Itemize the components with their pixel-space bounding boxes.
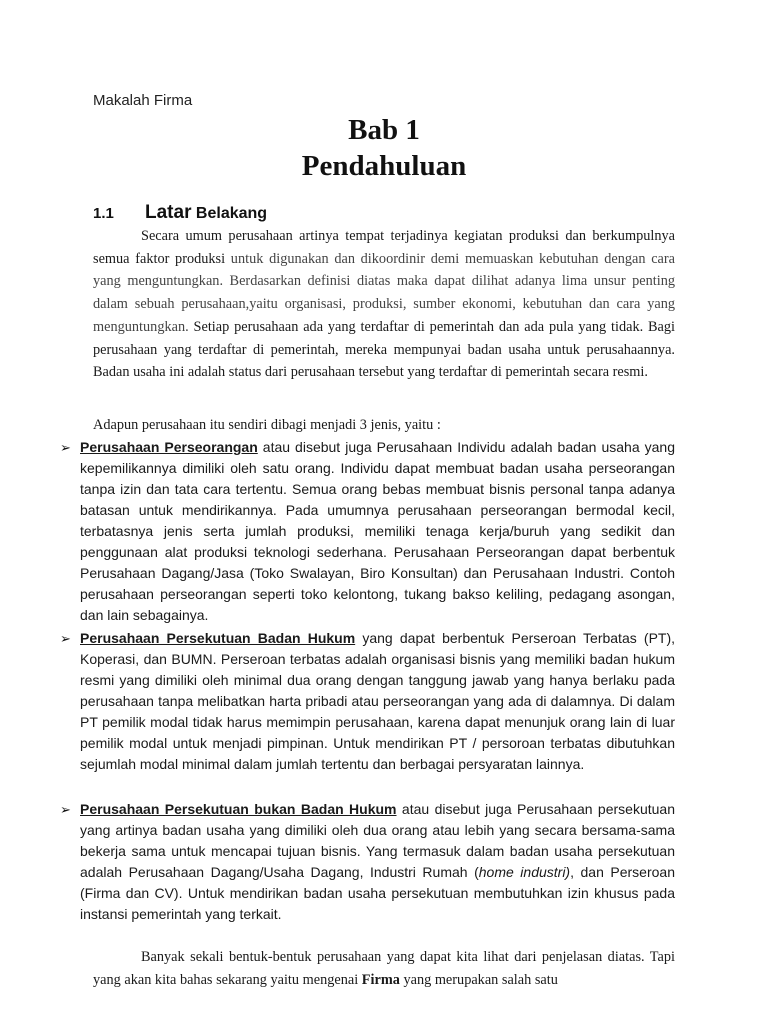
bullet-lead: Perusahaan Persekutuan Badan Hukum <box>80 630 356 646</box>
arrow-bullet-icon: ➢ <box>60 802 71 817</box>
section-title-word1: Latar <box>145 202 192 223</box>
final-after-bold: yang merupakan salah satu <box>399 971 558 988</box>
bullet-text: yang dapat berbentuk Perseroan Terbatas (PT), Koperasi, dan BUMN. Perseroan terbatas adalah organisasi bisnis yang memiliki badan hukum resmi yang dimiliki oleh minimal dua orang dengan tanggung jawab yang hanya berlaku pada perusahaan tanpa melibatkan harta pribadi atau perseorangan yang ada di dalamnya. Di dalam PT pemilik modal tidak harus memimpin perusahaan, karena dapat menunjuk orang lain di luar pemilik modal untuk menjadi pimpinan. Untuk mendirikan PT / persoroan terbatas dibutuhkan sejumlah modal minimal dalam jumlah tertentu dan berbagai persyaratan lainnya. <box>80 630 676 772</box>
document-header: Makalah Firma <box>93 92 193 109</box>
paragraph-part2: untuk digunakan dan dikoordinir demi memuaskan kebutuhan dengan cara yang menguntungkan. Berdasarkan definisi diatas maka dapat dilihat adanya lima unsur penting dalam sebuah perusahaan,yaitu organisasi, produksi, sumber ekonomi, kebutuhan dan cara yang menguntungkan. <box>93 250 675 335</box>
paragraph-intro <box>93 414 675 437</box>
section-heading <box>93 202 267 224</box>
arrow-bullet-icon: ➢ <box>60 440 71 455</box>
paragraph-part1: Secara umum perusahaan artinya tempat terjadinya kegiatan produksi dan berkumpulnya semua faktor produksi <box>93 228 675 267</box>
paragraph-part3: Setiap perusahaan ada yang terdaftar di pemerintah dan ada pula yang tidak. Bagi perusahaan yang terdaftar di pemerintah, mereka mempunyai badan usaha untuk perusahaannya. Badan usaha ini adalah status dari perusahaan tersebut yang terdaftar di pemerintah secara resmi. <box>93 318 675 381</box>
intro-text: Adapun perusahaan itu sendiri dibagi menjadi 3 jenis, yaitu : <box>93 417 441 433</box>
chapter-number: Bab 1 <box>348 114 420 146</box>
final-bold: Firma <box>361 971 400 988</box>
list-item <box>60 799 675 925</box>
chapter-title: Pendahuluan <box>301 150 467 182</box>
bullet-lead: Perusahaan Perseorangan <box>80 439 258 455</box>
bullet-text: atau disebut juga Perusahaan Individu adalah badan usaha yang kepemilikannya dimiliki oleh satu orang. Individu dapat membuat badan usaha perseorangan tanpa izin dan tata cara tertentu. Semua orang bebas membuat bisnis personal tanpa adanya batasan untuk mendirikannya. Pada umumnya perusahaan perseorangan bermodal kecil, terbatasnya jenis serta jumlah produksi, memiliki tenaga kerja/buruh yang sedikit dan penggunaan alat produksi teknologi sederhana. Perusahaan Perseorangan dapat berbentuk Perusahaan Dagang/Jasa (Toko Swalayan, Biro Konsultan) dan Perusahaan Industri. Contoh perusahaan perseorangan seperti toko kelontong, tukang bakso keliling, pedagang asongan, dan lain sebagainya. <box>80 439 675 623</box>
bullet-text-after: , dan Perseroan (Firma dan CV). Untuk mendirikan badan usaha persekutuan membutuhkan izin khusus pada instansi pemerintah yang terkait. <box>80 864 675 922</box>
list-item <box>60 628 675 775</box>
arrow-bullet-icon: ➢ <box>60 631 71 646</box>
bullet-italic: home industri) <box>478 864 571 880</box>
final-before-bold: Banyak sekali bentuk-bentuk perusahaan yang dapat kita lihat dari penjelasan diatas. Tapi yang akan kita bahas sekarang yaitu mengenai <box>93 949 675 988</box>
section-title-word2: Belakang <box>195 205 268 222</box>
section-number: 1.1 <box>93 205 114 222</box>
paragraph-final <box>93 946 675 991</box>
list-item <box>60 437 675 626</box>
bullet-lead: Perusahaan Persekutuan bukan Badan Hukum <box>80 801 397 817</box>
paragraph-background <box>93 225 675 384</box>
bullet-text-before: atau disebut juga Perusahaan persekutuan yang artinya badan usaha yang dimiliki oleh dua orang atau lebih yang secara bersama-sama bekerja sama untuk mencapai tujuan bisnis. Yang termasuk dalam badan usaha persekutuan adalah Perusahaan Dagang/Usaha Dagang, Industri Rumah ( <box>80 801 675 880</box>
